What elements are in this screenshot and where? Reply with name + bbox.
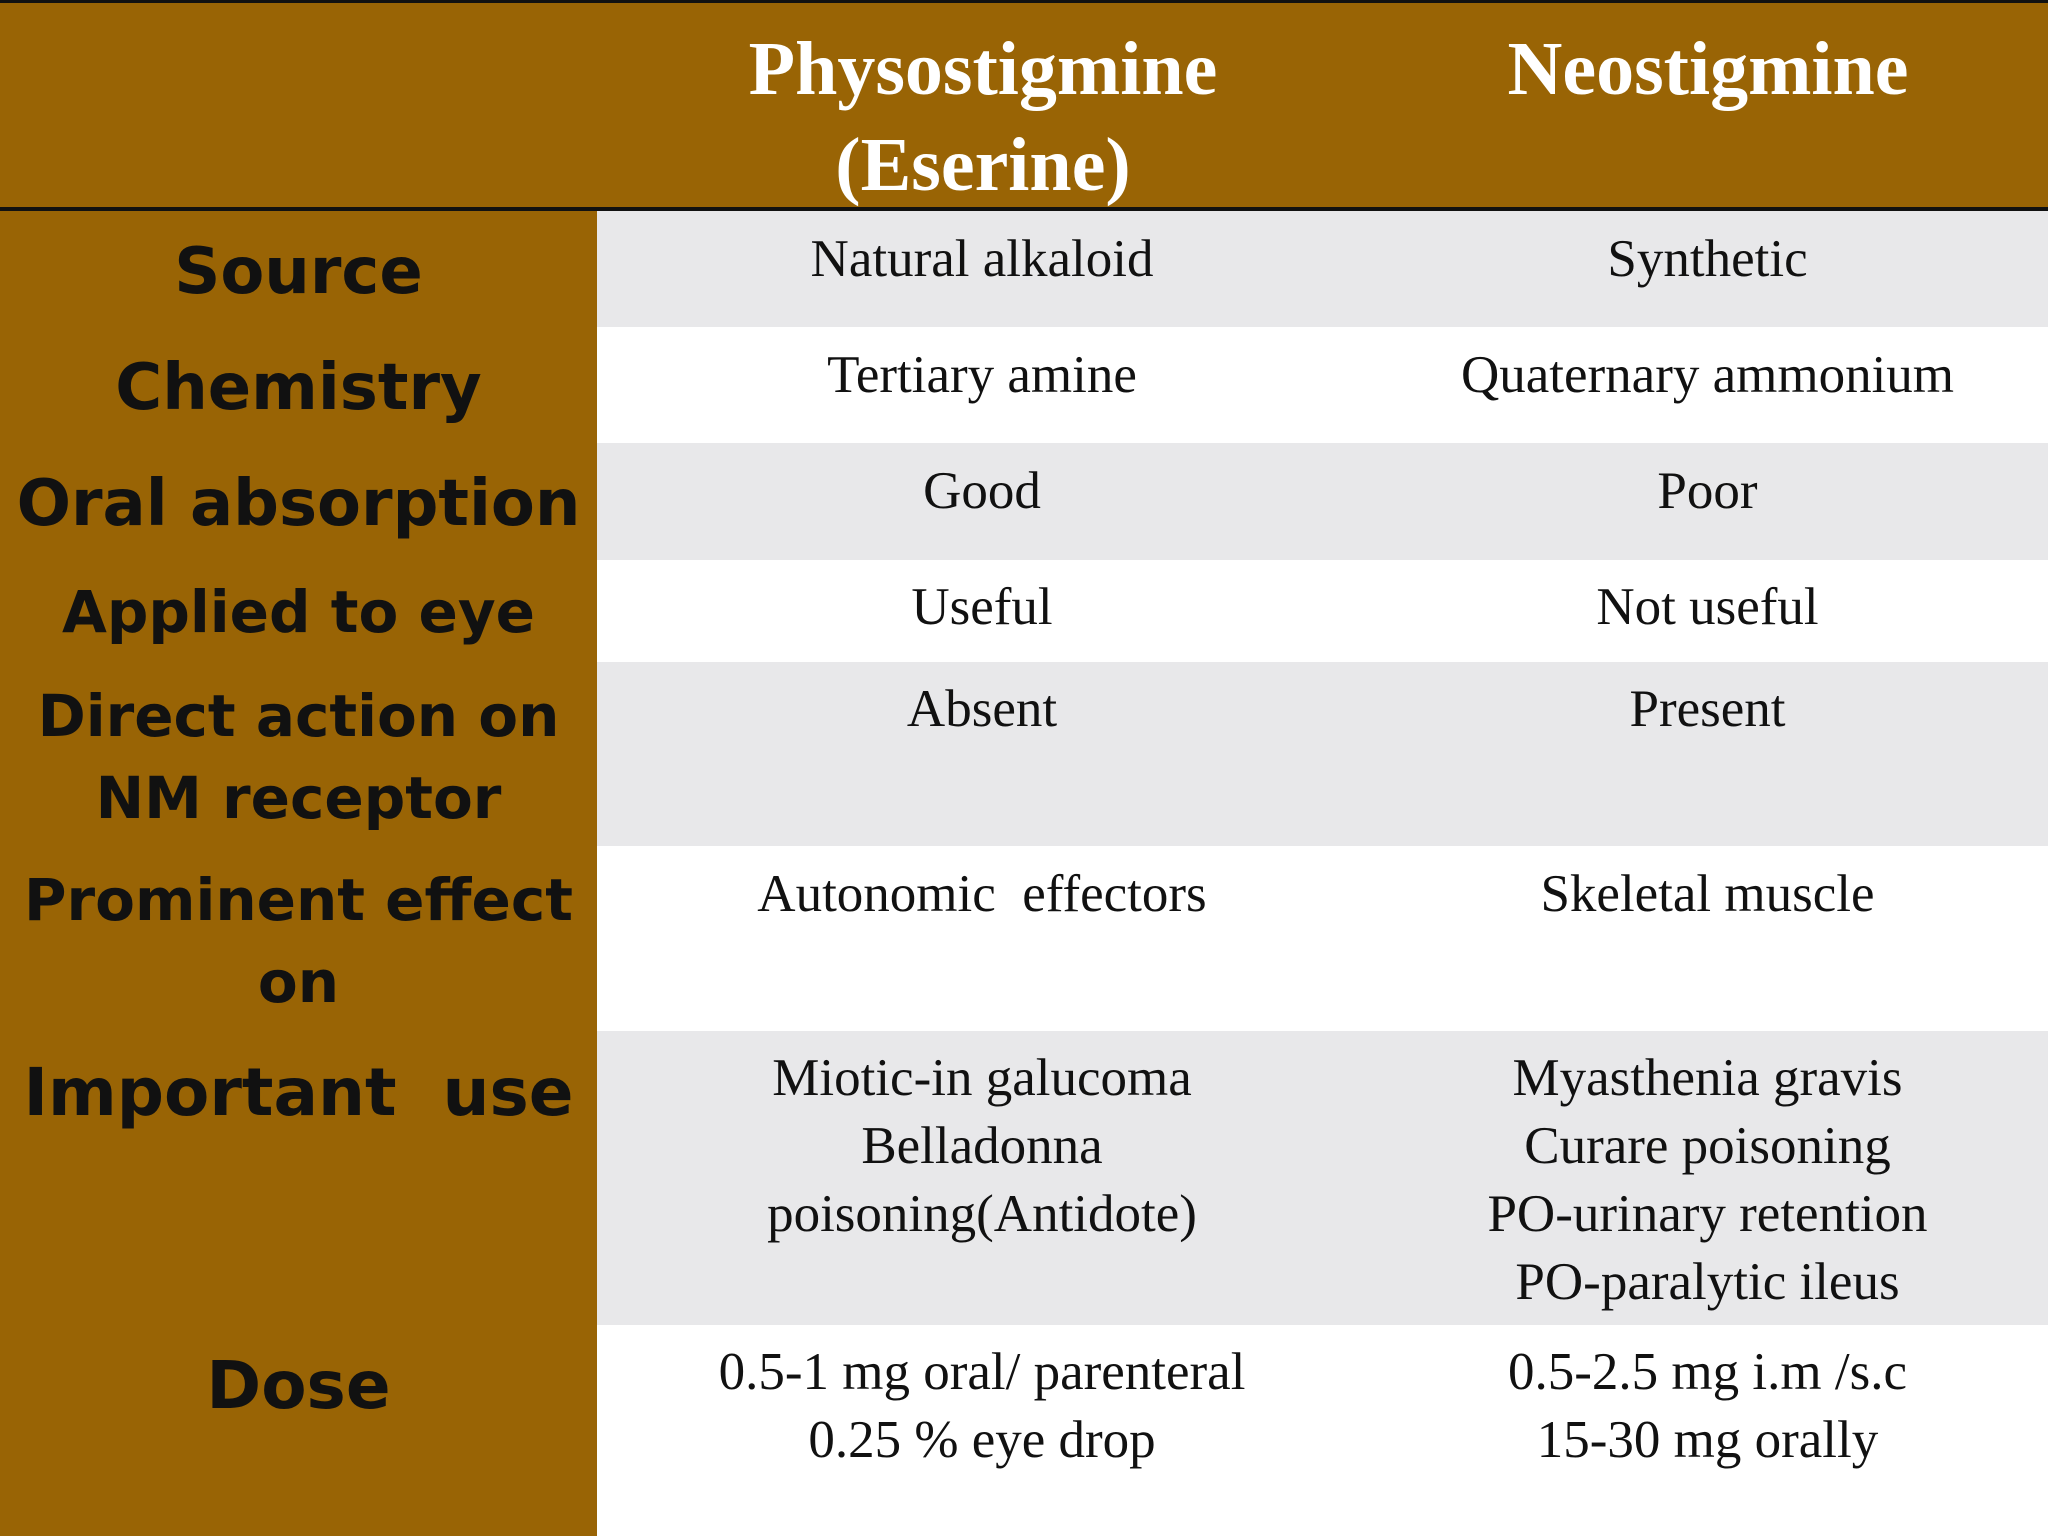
cell-neostigmine-source — [1367, 225, 2048, 293]
cell-text: Present — [1629, 680, 1786, 738]
column-header-neostigmine — [1368, 21, 2048, 117]
row-label-source — [0, 232, 597, 312]
cell-physostigmine-direct-action — [597, 675, 1367, 743]
row-label-text: Chemistry — [115, 351, 482, 425]
cell-text: 0.25 % eye drop — [808, 1411, 1156, 1469]
cell-text: Synthetic — [1607, 230, 1808, 288]
cell-neostigmine-dose — [1367, 1338, 2048, 1474]
cell-neostigmine-chemistry — [1367, 341, 2048, 409]
row-label-prominent-effect — [0, 859, 597, 1023]
row-label-text: Prominent effect — [24, 866, 573, 934]
cell-physostigmine-chemistry — [597, 341, 1367, 409]
row-label-text: Applied to eye — [62, 578, 535, 646]
column-header-physostigmine-alias: (Eserine) — [835, 123, 1131, 207]
cell-text: 0.5-1 mg oral/ parenteral — [718, 1343, 1246, 1401]
row-label-text: Direct action on — [37, 682, 560, 750]
cell-text: PO-paralytic ileus — [1515, 1253, 1900, 1311]
table-header — [0, 0, 2048, 211]
row-label-text: Source — [174, 235, 423, 309]
row-label-applied-to-eye — [0, 572, 597, 652]
cell-text: Autonomic effectors — [757, 865, 1207, 923]
cell-neostigmine-applied-to-eye — [1367, 573, 2048, 641]
row-label-oral-absorption — [0, 464, 597, 544]
row-label-text: Oral absorption — [16, 467, 581, 541]
cell-text: Tertiary amine — [827, 346, 1137, 404]
row-label-text: NM receptor — [95, 764, 502, 832]
cell-text: Miotic-in galucoma — [772, 1049, 1192, 1107]
cell-neostigmine-oral-absorption — [1367, 457, 2048, 525]
cell-text: Good — [923, 462, 1041, 520]
cell-text: PO-urinary retention — [1487, 1185, 1928, 1243]
row-label-direct-action — [0, 675, 597, 839]
cell-text: Useful — [911, 578, 1053, 636]
column-header-physostigmine — [598, 21, 1368, 213]
cell-text: 15-30 mg orally — [1536, 1411, 1879, 1469]
column-header-physostigmine-name: Physostigmine — [748, 27, 1218, 111]
cell-physostigmine-prominent-effect — [597, 860, 1367, 928]
cell-text: poisoning(Antidote) — [767, 1185, 1197, 1243]
cell-text: Poor — [1657, 462, 1758, 520]
cell-physostigmine-applied-to-eye — [597, 573, 1367, 641]
row-label-text: Dose — [206, 1347, 391, 1424]
cell-text: Curare poisoning — [1524, 1117, 1891, 1175]
cell-text: Skeletal muscle — [1540, 865, 1875, 923]
cell-neostigmine-direct-action — [1367, 675, 2048, 743]
cell-text: Not useful — [1596, 578, 1819, 636]
cell-physostigmine-source — [597, 225, 1367, 293]
cell-neostigmine-important-use — [1367, 1044, 2048, 1316]
cell-text: Natural alkaloid — [810, 230, 1154, 288]
row-label-chemistry — [0, 348, 597, 428]
row-label-text: on — [257, 948, 340, 1016]
cell-text: Belladonna — [861, 1117, 1103, 1175]
row-label-text: Important use — [23, 1054, 574, 1131]
cell-neostigmine-prominent-effect — [1367, 860, 2048, 928]
row-label-important-use — [0, 1052, 597, 1134]
row-label-dose — [0, 1345, 597, 1427]
cell-text: Absent — [906, 680, 1058, 738]
cell-physostigmine-oral-absorption — [597, 457, 1367, 525]
cell-text: 0.5-2.5 mg i.m /s.c — [1508, 1343, 1907, 1401]
cell-text: Quaternary ammonium — [1460, 346, 1955, 404]
cell-text: Myasthenia gravis — [1512, 1049, 1903, 1107]
cell-physostigmine-important-use — [597, 1044, 1367, 1248]
column-header-neostigmine-name: Neostigmine — [1507, 27, 1909, 111]
cell-physostigmine-dose — [597, 1338, 1367, 1474]
